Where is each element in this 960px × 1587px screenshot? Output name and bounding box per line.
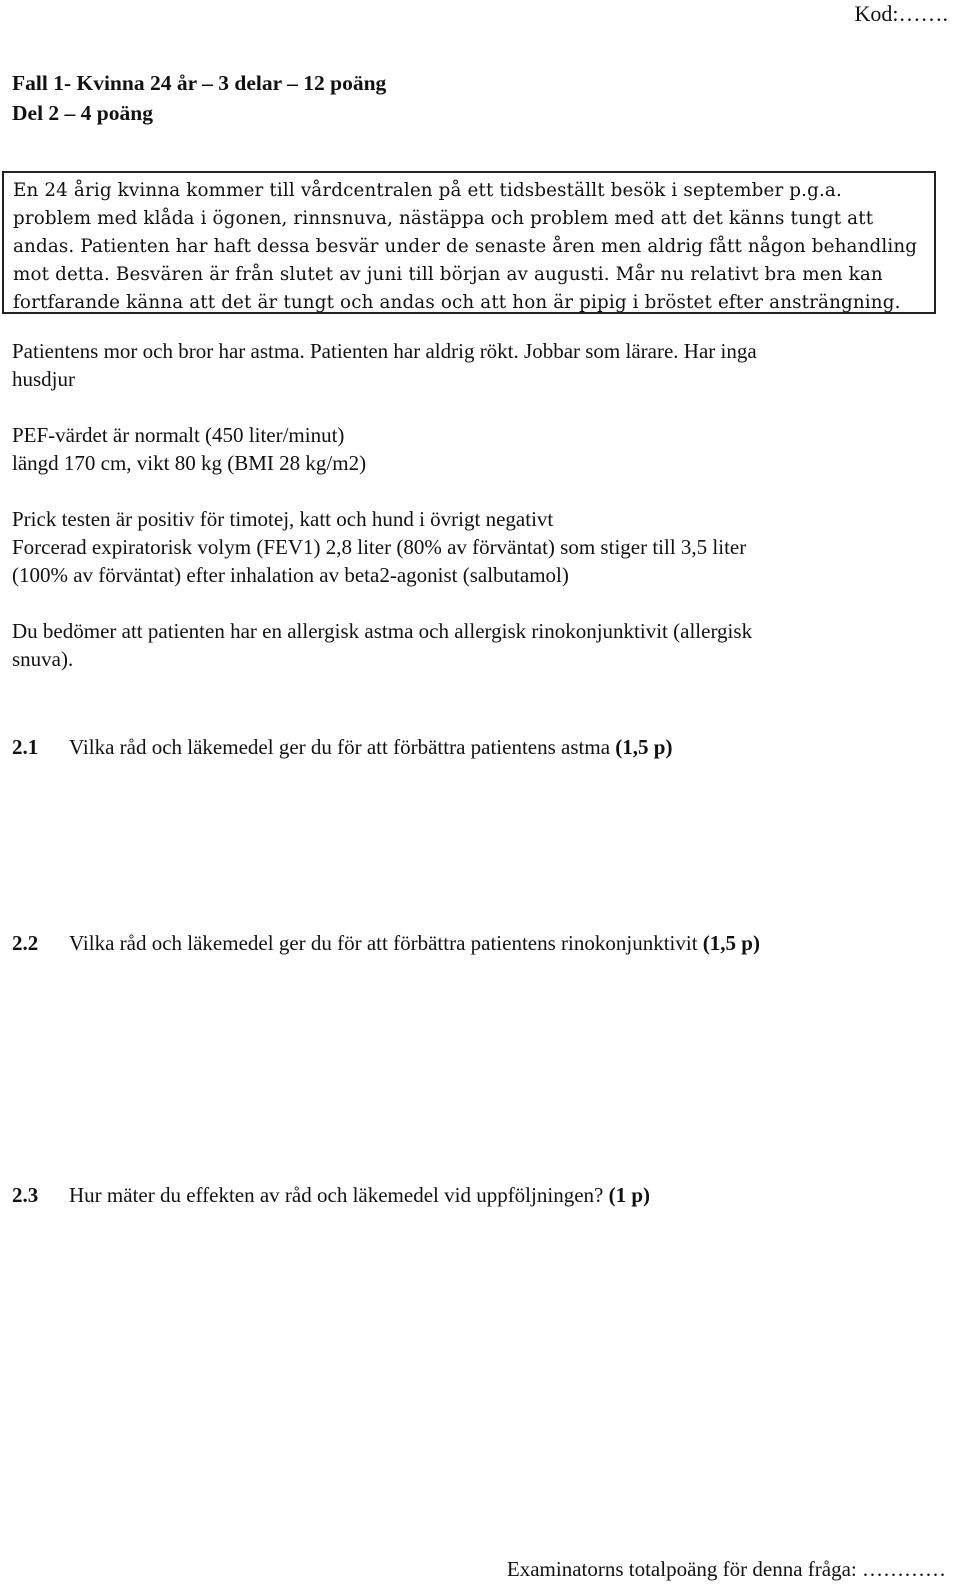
assessment-line: snuva). xyxy=(12,647,74,671)
code-field: Kod:……. xyxy=(854,1,948,26)
test-line: Forcerad expiratorisk volym (FEV1) 2,8 liter (80% av förväntat) som stiger till 3,5 liter xyxy=(12,535,747,559)
test-line: Prick testen är positiv för timotej, katt och hund i övrigt negativt xyxy=(12,507,554,531)
measurement-line: längd 170 cm, vikt 80 kg (BMI 28 kg/m2) xyxy=(12,451,367,475)
assessment-line: Du bedömer att patienten har en allergisk astma och allergisk rinokonjunktivit (allergisk xyxy=(12,619,753,643)
case-line: andas. Patienten har haft dessa besvär under de senaste åren men aldrig fått någon behandling xyxy=(13,236,918,257)
question-points: (1,5 p) xyxy=(702,931,760,955)
part-title: Del 2 – 4 poäng xyxy=(12,101,153,125)
case-heading xyxy=(12,68,386,128)
test-line: (100% av förväntat) efter inhalation av beta2-agonist (salbutamol) xyxy=(12,563,569,587)
question-2-3 xyxy=(12,1181,650,1209)
case-line: mot detta. Besvären är från slutet av juni till början av augusti. Mår nu relativt bra men kan xyxy=(13,264,883,285)
examiner-total-score: Examinatorns totalpoäng för denna fråga: ………… xyxy=(506,1557,946,1581)
question-2-2 xyxy=(12,929,760,957)
question-points: (1,5 p) xyxy=(615,735,673,759)
case-line: problem med klåda i ögonen, rinnsnuva, nästäppa och problem med att det känns tungt att xyxy=(13,208,874,229)
assessment-paragraph xyxy=(12,617,942,673)
case-title: Fall 1- Kvinna 24 år – 3 delar – 12 poäng xyxy=(12,71,387,95)
question-2-1 xyxy=(12,733,672,761)
question-number: 2.3 xyxy=(12,1183,39,1207)
question-number: 2.1 xyxy=(12,735,39,759)
question-points: (1 p) xyxy=(608,1183,651,1207)
question-number: 2.2 xyxy=(12,931,39,955)
case-line: En 24 årig kvinna kommer till vårdcentralen på ett tidsbeställt besök i september p.g.a. xyxy=(13,180,842,201)
question-text: Vilka råd och läkemedel ger du för att förbättra patientens astma xyxy=(69,735,616,759)
question-text: Hur mäter du effekten av råd och läkemedel vid uppföljningen? xyxy=(69,1183,609,1207)
history-paragraph xyxy=(12,337,942,393)
measurement-line: PEF-värdet är normalt (450 liter/minut) xyxy=(12,423,345,447)
measurements-paragraph xyxy=(12,421,942,477)
case-description-box xyxy=(2,171,936,314)
history-line: Patientens mor och bror har astma. Patienten har aldrig rökt. Jobbar som lärare. Har inga xyxy=(12,339,757,363)
question-text: Vilka råd och läkemedel ger du för att förbättra patientens rinokonjunktivit xyxy=(69,931,703,955)
case-line: fortfarande känna att det är tungt och andas och att hon är pipig i bröstet efter ansträngning. xyxy=(13,292,901,313)
tests-paragraph xyxy=(12,505,942,589)
history-line: husdjur xyxy=(12,367,75,391)
